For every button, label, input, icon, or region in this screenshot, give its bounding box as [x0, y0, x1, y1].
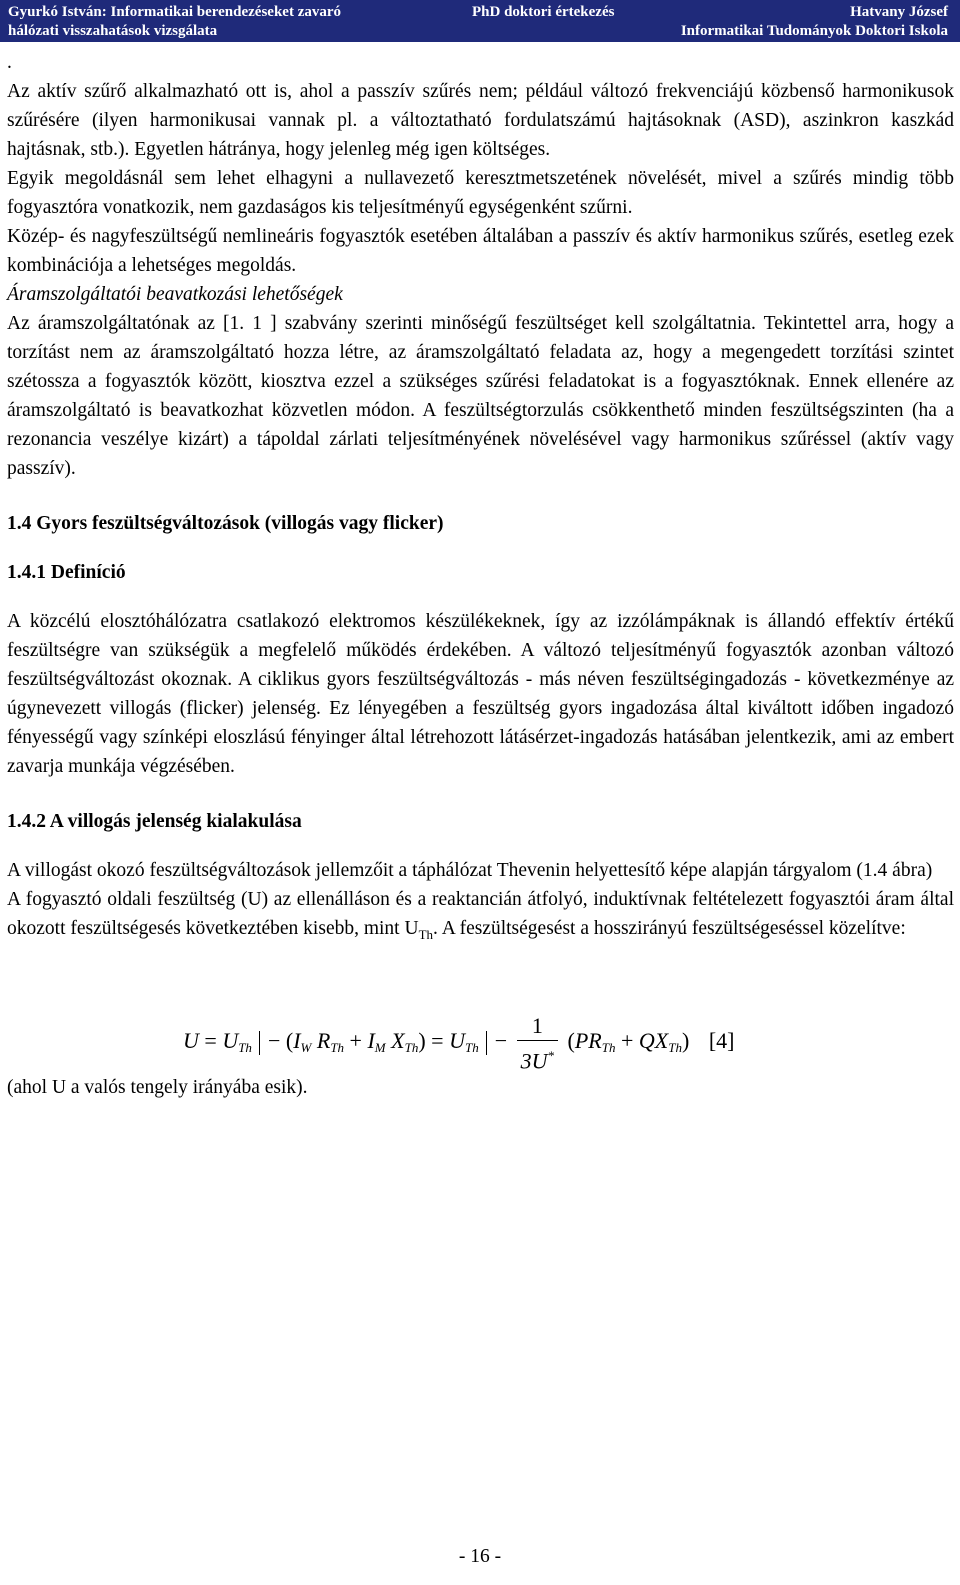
stray-dot: . [7, 52, 12, 73]
eq-equals: = [204, 1028, 217, 1054]
eq-fraction [517, 1011, 558, 1075]
eq-minus: − [267, 1028, 281, 1054]
eq-R-2: R [588, 1028, 602, 1054]
eq-X-2: X [654, 1028, 669, 1054]
page-number: - 16 - [458, 1546, 502, 1567]
italic-subheading: Áramszolgáltatói beavatkozási lehetőségek [7, 284, 343, 305]
eq-sub-th-4: Th [668, 1040, 682, 1056]
eq-U: U [183, 1028, 199, 1054]
header-left-line1: Gyurkó István: Informatikai berendezéseket zavaró [8, 4, 342, 20]
eq-frac-den [517, 1041, 558, 1075]
eq-plus: + [349, 1028, 362, 1054]
voltage-drop-text-b: . A feszültségesést a hosszirányú feszültségeséssel közelítve: [433, 918, 906, 939]
eq-sub-w: W [300, 1040, 312, 1056]
header-left-line2: hálózati visszahatások vizsgálata [8, 23, 218, 39]
header-right-line1: Hatvany József [850, 4, 948, 20]
voltage-drop-subscript: Th [418, 926, 434, 942]
header-author-title [8, 3, 341, 41]
voltage-drop-text-a: A fogyasztó oldali feszültség (U) az ellenálláson és a reaktancián átfolyó, induktívnak feltételezett fogyasztói áram által okozott feszültségesés következtében kisebb, mint U [7, 889, 954, 939]
paragraph-thevenin: A villogást okozó feszültségváltozások jellemzőit a táphálózat Thevenin helyettesítő képe alapján tárgyalom (1.4 ábra) [7, 860, 933, 881]
eq-I-m: I [367, 1028, 375, 1054]
eq-equals-2: = [431, 1028, 444, 1054]
eq-R: R [316, 1028, 331, 1054]
section-heading-1-4: 1.4 Gyors feszültségváltozások (villogás vagy flicker) [7, 513, 444, 534]
eq-sub-th: Th [238, 1040, 252, 1056]
paragraph-utility: Az áramszolgáltatónak az [1. 1 ] szabvány szerinti minőségű feszültséget kell szolgáltatnia. Tekintettel arra, hogy a torzítást nem az áramszolgáltató hozza létre, az áramszolgáltató feladata az, hogy a megengedett torzítási szintet szétossza a fogyasztók között, kiosztva ezzel a szükséges szűrési feladatokat is a fogyasztóknak. Ennek ellenére az áramszolgáltató is beavatkozhat közvetlen módon. A feszültségtorzulás csökkenthető minden feszültségszinten (ha a rezonancia veszélye kizárt) a tápoldal zárlati teljesítményének növelésével vagy harmonikus szűréssel (aktív vagy passzív). [7, 313, 954, 479]
eq-reference: [4] [708, 1028, 735, 1054]
equation-body [183, 1011, 734, 1075]
header-school [681, 3, 948, 41]
eq-I-w: I [293, 1028, 301, 1054]
paragraph-neutral-conductor: Egyik megoldásnál sem lehet elhagyni a nullavezető keresztmetszetének növelését, mivel a szűrés mindig több fogyasztóra vonatkozik, nem gazdaságos kis teljesítményű egységenként szűrni. [7, 168, 954, 218]
eq-sub-m: M [374, 1040, 386, 1056]
eq-U-th-2: U [449, 1028, 465, 1054]
eq-P: P [574, 1028, 589, 1054]
eq-plus-2: + [620, 1028, 634, 1054]
eq-sub-th-r: Th [330, 1040, 345, 1056]
eq-close-paren-2: ) [681, 1028, 690, 1054]
eq-close-paren: ) [418, 1028, 426, 1054]
paragraph-definition: A közcélú elosztóhálózatra csatlakozó elektromos készülékeknek, így az izzólámpáknak is állandó effektív értékű feszültségre van szükségük a megfelelő működés érdekében. A változó teljesítményű fogyasztók azonban változó feszültségváltozást okoznak. A ciklikus gyors feszültségváltozás - más néven feszültségingadozás - következménye az úgynevezett villogás (flicker) jelenség. Ez lényegében a feszültség gyors ingadozása által kiváltott időben ingadozó fényességű vagy színképi eloszlású fényinger által létrehozott látásérzet-ingadozás hatásában jelentkezik, ami az embert zavarja munkája végzésében. [7, 611, 954, 777]
eq-frac-num: 1 [517, 1011, 558, 1041]
eq-bar [259, 1031, 260, 1055]
eq-frac-den-3u: 3U [520, 1048, 548, 1074]
eq-sub-th-2: Th [464, 1040, 479, 1056]
eq-frac-star: * [547, 1047, 555, 1063]
section-heading-1-4-1: 1.4.1 Definíció [7, 562, 126, 583]
paragraph-voltage-drop [7, 885, 954, 949]
document-header [0, 0, 960, 42]
eq-X: X [391, 1028, 405, 1054]
eq-Q: Q [638, 1028, 655, 1054]
equation-4 [7, 975, 954, 1074]
paragraph-real-axis: (ahol U a valós tengely irányába esik). [7, 1076, 308, 1098]
paragraph-active-filter: Az aktív szűrő alkalmazható ott is, ahol a passzív szűrés nem; például változó frekvenciájú közbenső harmonikusok szűrésére (ilyen harmonikusai vannak pl. a változtatható fordulatszámú hajtásoknak (ASD), aszinkron kaszkád hajtásnak, stb.). Egyetlen hátránya, hogy jelenleg még igen költséges. [7, 81, 954, 160]
eq-U-th: U [222, 1028, 239, 1054]
eq-minus-2: − [494, 1028, 508, 1054]
header-right-line2: Informatikai Tudományok Doktori Iskola [680, 23, 948, 39]
header-doc-type: PhD doktori értekezés [472, 4, 615, 20]
section-heading-1-4-2: 1.4.2 A villogás jelenség kialakulása [7, 811, 302, 832]
eq-sub-th-3: Th [601, 1040, 616, 1056]
paragraph-medium-high-voltage: Közép- és nagyfeszültségű nemlineáris fogyasztók esetében általában a passzív és aktív harmonikus szűrés, esetleg ezek kombinációja a lehetséges megoldás. [7, 226, 954, 276]
eq-bar-2 [486, 1031, 487, 1055]
page-content [7, 48, 954, 1102]
eq-sub-th-x: Th [404, 1040, 419, 1056]
eq-open-paren: ( [285, 1028, 294, 1054]
eq-open-paren-2: ( [567, 1028, 575, 1054]
